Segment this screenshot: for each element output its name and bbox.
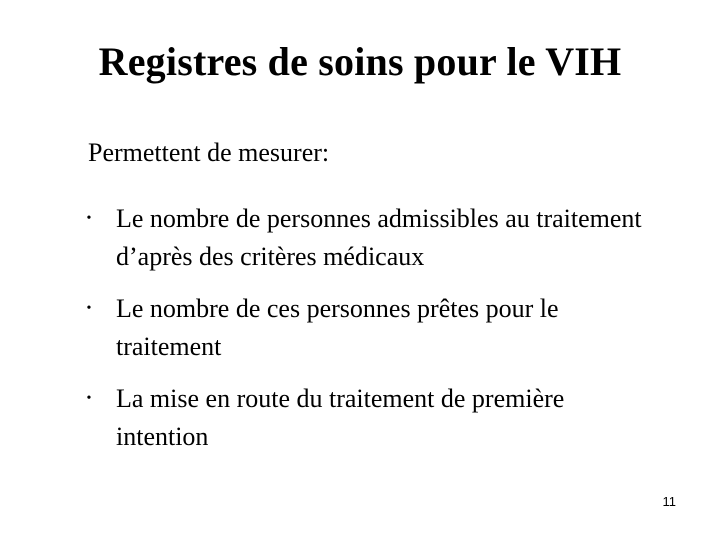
bullet-icon: • [86,211,92,226]
bullet-icon: • [86,301,92,316]
page-number: 11 [662,494,676,509]
bullet-text: La mise en route du traitement de première intention [116,384,565,451]
bullet-text: Le nombre de ces personnes prêtes pour le traitement [116,294,559,361]
bullet-list [84,200,644,470]
bullet-icon: • [86,391,92,406]
bullet-item [84,380,644,456]
intro-text: Permettent de mesurer: [88,138,330,167]
bullet-item [84,200,644,276]
bullet-text: Le nombre de personnes admissibles au traitement d’après des critères médicaux [116,204,642,271]
slide-title: Registres de soins pour le VIH [98,39,622,84]
bullet-item [84,290,644,366]
